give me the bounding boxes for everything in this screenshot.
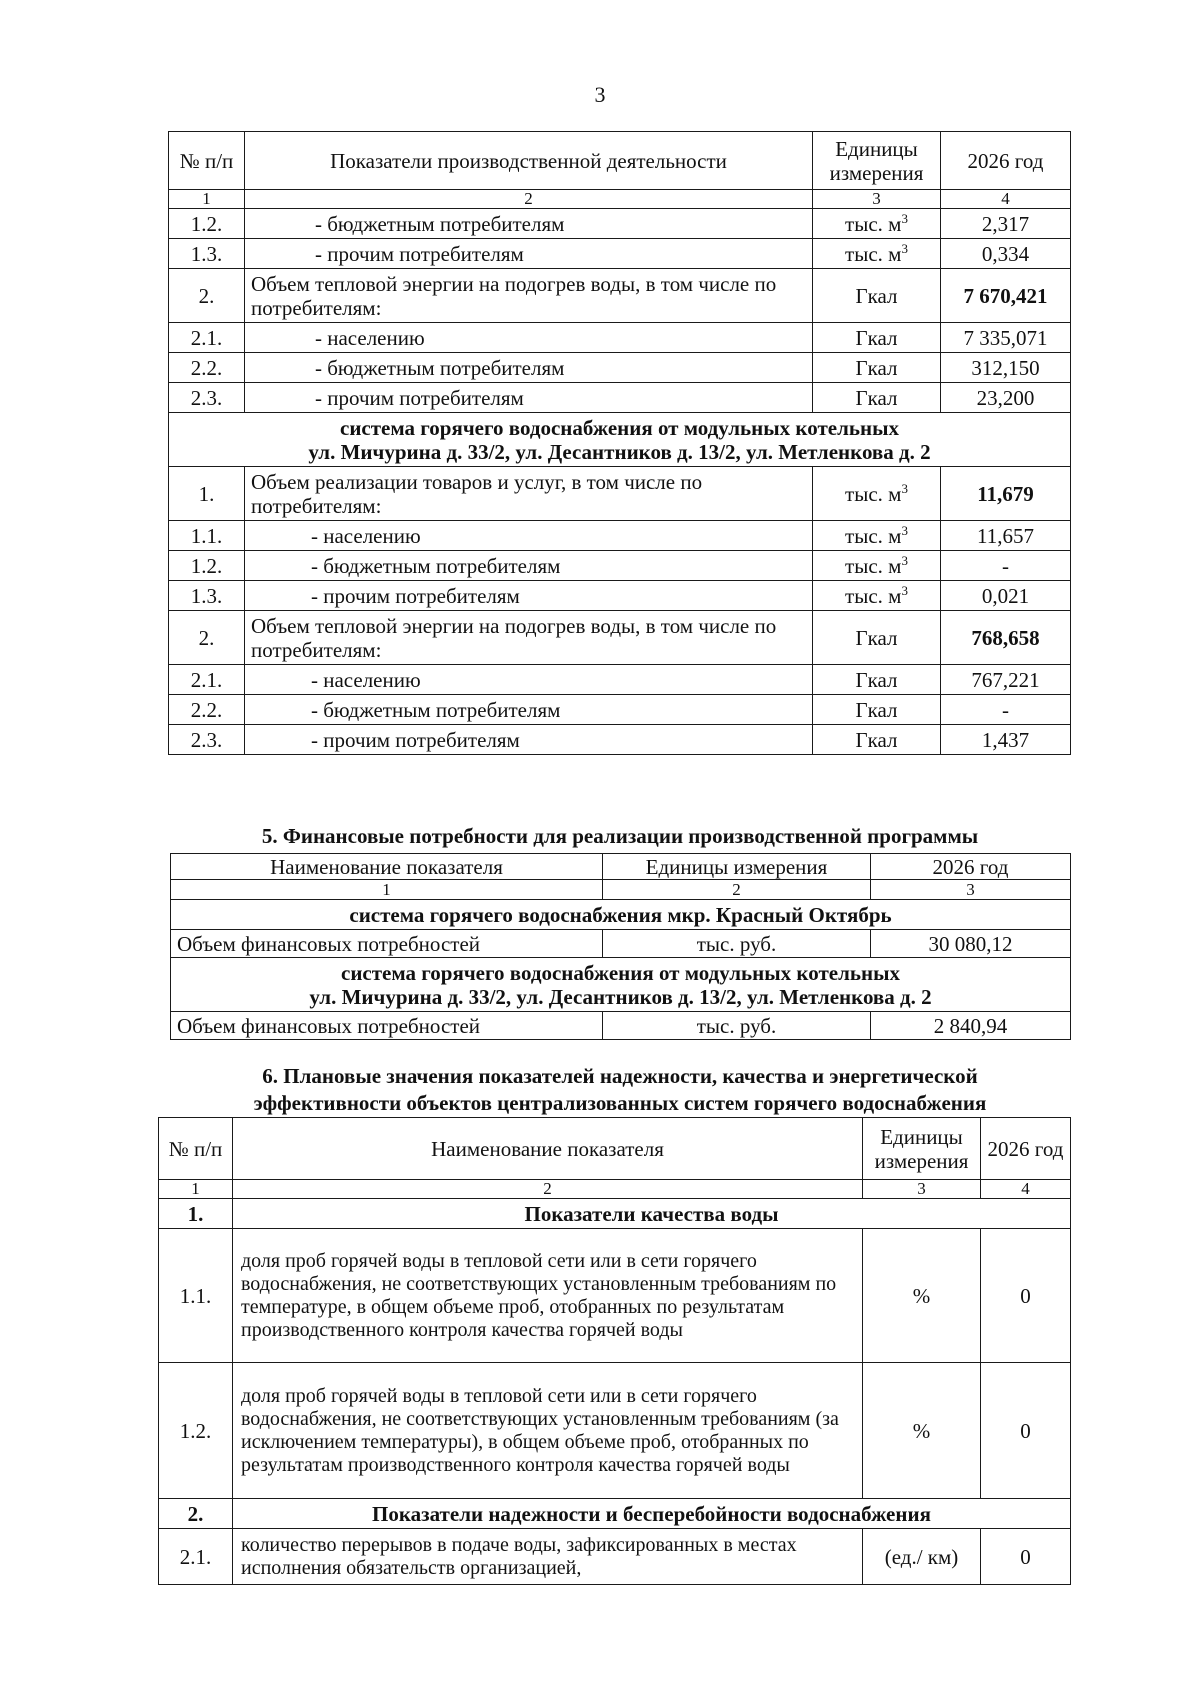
header-unit: Единицы измерения [603, 854, 871, 880]
table-header-row [159, 1118, 1071, 1180]
row-name: - прочим потребителям [245, 239, 813, 269]
row-value: 0,334 [941, 239, 1071, 269]
group-title: Показатели надежности и бесперебойности водоснабжения [233, 1499, 1071, 1529]
col-number: 2 [603, 880, 871, 900]
row-num: 1.1. [159, 1229, 233, 1363]
row-value: 0 [981, 1529, 1071, 1585]
header-name: Показатели производственной деятельности [245, 132, 813, 190]
row-num: 1. [169, 467, 245, 521]
section5-title: 5. Финансовые потребности для реализации производственной программы [261, 824, 979, 848]
col-number: 1 [169, 190, 245, 209]
row-value: 2 840,94 [871, 1012, 1071, 1040]
section-title: система горячего водоснабжения мкр. Красный Октябрь [171, 900, 1071, 930]
row-value: 312,150 [941, 353, 1071, 383]
row-value: 0 [981, 1363, 1071, 1499]
group-num: 2. [159, 1499, 233, 1529]
row-unit: тыс. руб. [603, 1012, 871, 1040]
row-unit: Гкал [813, 269, 941, 323]
col-number: 3 [863, 1180, 981, 1199]
table-row [159, 1529, 1071, 1585]
row-unit: тыс. $м^3$ [813, 581, 941, 611]
table-row [169, 611, 1071, 665]
row-unit: тыс. $м^3$ [813, 467, 941, 521]
row-name: Объем тепловой энергии на подогрев воды, в том числе по потребителям: [245, 269, 813, 323]
header-year: 2026 год [871, 854, 1071, 880]
header-year: 2026 год [981, 1118, 1071, 1180]
row-name: - бюджетным потребителям [245, 209, 813, 239]
row-value: 7 670,421 [941, 269, 1071, 323]
page-number: 3 [594, 82, 606, 107]
row-value: 0 [981, 1229, 1071, 1363]
row-name: доля проб горячей воды в тепловой сети или в сети горячего водоснабжения, не соответствующих установленным требованиям (за исключением температуры), в общем объеме проб, отобранных по результатам производственного контроля качества горячей воды [233, 1363, 863, 1499]
row-num: 2. [169, 611, 245, 665]
row-name: - прочим потребителям [245, 383, 813, 413]
row-unit: Гкал [813, 665, 941, 695]
header-num: № п/п [159, 1118, 233, 1180]
table-row [169, 323, 1071, 353]
header-num: № п/п [169, 132, 245, 190]
table-row [169, 695, 1071, 725]
table-row [159, 1229, 1071, 1363]
table-row [169, 467, 1071, 521]
header-unit: Единицы измерения [813, 132, 941, 190]
group-num: 1. [159, 1199, 233, 1229]
group-title: Показатели качества воды [233, 1199, 1071, 1229]
table-row [169, 239, 1071, 269]
row-num: 1.3. [169, 581, 245, 611]
row-name: - населению [245, 521, 813, 551]
table-row [169, 209, 1071, 239]
col-number: 4 [981, 1180, 1071, 1199]
row-value: 768,658 [941, 611, 1071, 665]
table-row [169, 269, 1071, 323]
col-number: 1 [171, 880, 603, 900]
row-unit: Гкал [813, 611, 941, 665]
row-num: 1.1. [169, 521, 245, 551]
financial-needs-table [170, 853, 1071, 1040]
section6-title: 6. Плановые значения показателей надежности, качества и энергетической эффективности объектов централизованных систем горячего водоснабжения [253, 1064, 987, 1115]
row-num: 1.2. [169, 209, 245, 239]
table-row [169, 665, 1071, 695]
table-header-row [171, 854, 1071, 880]
table-row [169, 383, 1071, 413]
row-num: 2.1. [159, 1529, 233, 1585]
row-unit: Гкал [813, 725, 941, 755]
row-name: - бюджетным потребителям [245, 551, 813, 581]
row-num: 2.1. [169, 665, 245, 695]
col-number: 3 [813, 190, 941, 209]
row-unit: тыс. руб. [603, 930, 871, 958]
section-title: система горячего водоснабжения от модульных котельных ул. Мичурина д. 33/2, ул. Десантников д. 13/2, ул. Метленкова д. 2 [171, 958, 1071, 1012]
row-unit: тыс. $м^3$ [813, 521, 941, 551]
row-value: 0,021 [941, 581, 1071, 611]
row-unit: Гкал [813, 695, 941, 725]
row-name: - бюджетным потребителям [245, 353, 813, 383]
row-name: - прочим потребителям [245, 725, 813, 755]
row-value: - [941, 551, 1071, 581]
row-name: Объем финансовых потребностей [171, 1012, 603, 1040]
table-row [169, 581, 1071, 611]
row-unit: тыс. $м^3$ [813, 209, 941, 239]
table-header-row [169, 132, 1071, 190]
reliability-indicators-table [158, 1117, 1071, 1585]
row-value: 7 335,071 [941, 323, 1071, 353]
row-value: - [941, 695, 1071, 725]
section-row [171, 958, 1071, 1012]
row-name: Объем реализации товаров и услуг, в том числе по потребителям: [245, 467, 813, 521]
group-row [159, 1199, 1071, 1229]
column-number-row [159, 1180, 1071, 1199]
row-name: Объем финансовых потребностей [171, 930, 603, 958]
section-row [171, 900, 1071, 930]
column-number-row [171, 880, 1071, 900]
header-unit: Единицы измерения [863, 1118, 981, 1180]
row-name: доля проб горячей воды в тепловой сети или в сети горячего водоснабжения, не соответствующих установленным требованиям по температуре, в общем объеме проб, отобранных по результатам производственного контроля качества горячей воды [233, 1229, 863, 1363]
row-num: 2.3. [169, 725, 245, 755]
row-unit: тыс. $м^3$ [813, 239, 941, 269]
row-value: 30 080,12 [871, 930, 1071, 958]
row-unit: Гкал [813, 353, 941, 383]
row-name: Объем тепловой энергии на подогрев воды, в том числе по потребителям: [245, 611, 813, 665]
row-num: 2.1. [169, 323, 245, 353]
section-row [169, 413, 1071, 467]
row-unit: Гкал [813, 383, 941, 413]
row-name: - населению [245, 323, 813, 353]
row-name: - населению [245, 665, 813, 695]
table-row [169, 725, 1071, 755]
col-number: 3 [871, 880, 1071, 900]
column-number-row [169, 190, 1071, 209]
row-num: 2.3. [169, 383, 245, 413]
header-year: 2026 год [941, 132, 1071, 190]
row-value: 767,221 [941, 665, 1071, 695]
col-number: 4 [941, 190, 1071, 209]
header-name: Наименование показателя [233, 1118, 863, 1180]
table-row [171, 1012, 1071, 1040]
row-value: 11,679 [941, 467, 1071, 521]
row-num: 1.2. [169, 551, 245, 581]
row-num: 1.3. [169, 239, 245, 269]
table-row [169, 353, 1071, 383]
row-unit: тыс. $м^3$ [813, 551, 941, 581]
table-row [159, 1363, 1071, 1499]
header-name: Наименование показателя [171, 854, 603, 880]
group-row [159, 1499, 1071, 1529]
row-name: - прочим потребителям [245, 581, 813, 611]
row-num: 2.2. [169, 695, 245, 725]
col-number: 2 [245, 190, 813, 209]
row-unit: % [863, 1229, 981, 1363]
row-num: 1.2. [159, 1363, 233, 1499]
row-unit: % [863, 1363, 981, 1499]
row-value: 2,317 [941, 209, 1071, 239]
section-title: система горячего водоснабжения от модульных котельных ул. Мичурина д. 33/2, ул. Десантников д. 13/2, ул. Метленкова д. 2 [169, 413, 1071, 467]
col-number: 1 [159, 1180, 233, 1199]
col-number: 2 [233, 1180, 863, 1199]
row-value: 11,657 [941, 521, 1071, 551]
row-value: 23,200 [941, 383, 1071, 413]
row-unit: (ед./ км) [863, 1529, 981, 1585]
table-row [169, 521, 1071, 551]
table-row [171, 930, 1071, 958]
table-row [169, 551, 1071, 581]
row-num: 2. [169, 269, 245, 323]
row-name: количество перерывов в подаче воды, зафиксированных в местах исполнения обязательств организацией, [233, 1529, 863, 1585]
row-name: - бюджетным потребителям [245, 695, 813, 725]
row-value: 1,437 [941, 725, 1071, 755]
row-num: 2.2. [169, 353, 245, 383]
production-indicators-table [168, 131, 1071, 755]
row-unit: Гкал [813, 323, 941, 353]
